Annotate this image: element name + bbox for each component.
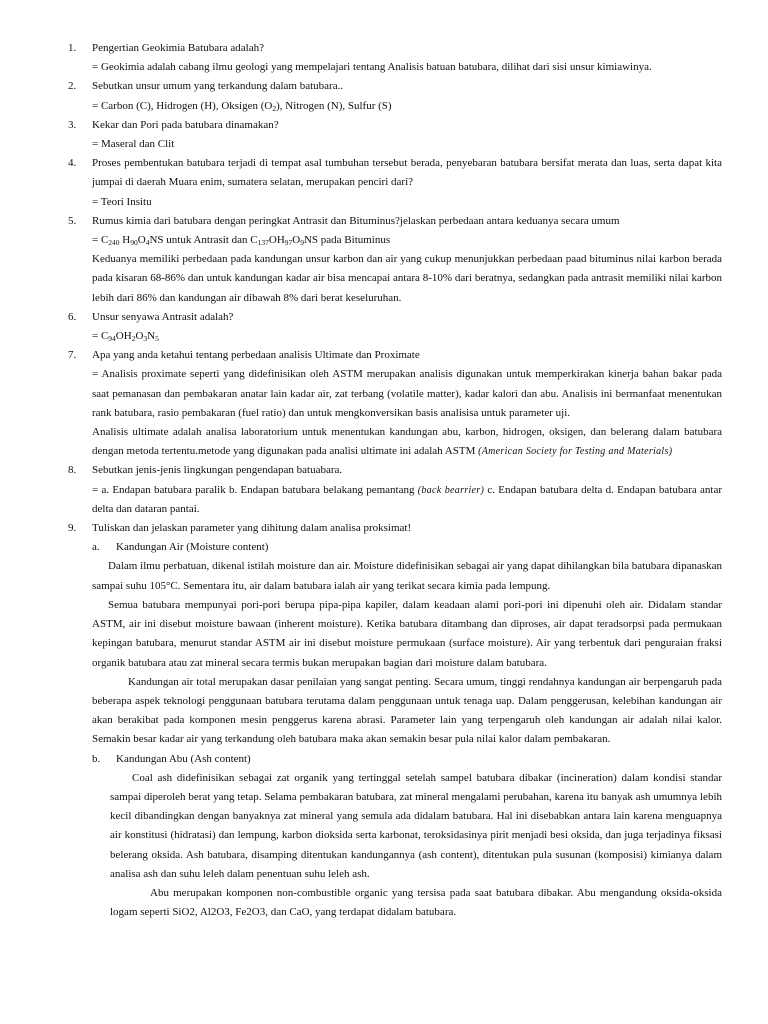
body-paragraph: Kandungan air total merupakan dasar penilaian yang sangat penting. Secara umum, tinggi rendahnya kandungan air berpengaruh pada beberapa aspek teknologi penggunaan batubara terutama dalam penggunaan untuk tenaga uap. Dalam penggerusan, kelebihan kandungan air akan berakibat pada komponen mesin penggerus karena abrasi. Parameter lain yang terpengaruh oleh kandungan air adalah nilai kalor. Semakin besar kadar air yang terkandung oleh batubara maka akan semakin besar pula nilai kalor dalam pembakaran. <box>92 675 722 746</box>
subsection-moisture-body <box>92 557 722 749</box>
question-number: 1. <box>68 42 77 54</box>
question-text: Tuliskan dan jelaskan parameter yang dihitung dalam analisa proksimat! <box>92 522 412 535</box>
answer-text: = Geokimia adalah cabang ilmu geologi yang mempelajari tentang Analisis batuan batubara, dilihat dari sisi unsur kimiawinya. <box>92 61 652 74</box>
question-number: 6. <box>68 310 77 323</box>
question-number: 7. <box>68 349 77 362</box>
question-item-6 <box>68 308 722 346</box>
formula-text: = $C_{94}OH_2O_3N_5$ <box>92 330 159 344</box>
question-item-7 <box>68 346 722 461</box>
question-text: Pengertian Geokimia Batubara adalah? <box>92 42 264 54</box>
question-item-1 <box>68 39 722 77</box>
answer-paragraph: = a. Endapan batubara paralik b. Endapan batubara belakang pemantang (back bearrier) c. Endapan batubara delta d. Endapan batubara antar delta dan dataran pantai. <box>92 483 723 515</box>
question-text: Kekar dan Pori pada batubara dinamakan? <box>92 118 279 131</box>
subsection-title: Kandungan Abu (Ash content) <box>116 752 251 765</box>
question-item-9 <box>68 519 722 922</box>
answer-paragraph: = Analisis proximate seperti yang didefinisikan oleh ASTM merupakan analisis digunakan untuk memperkirakan kinerja bahan bakar pada saat pemanasan dan pembakaran anatar lain kadar air, zat terbang (volatile matter), kadar kalori dan abu. Analisis ini bermanfaat menentukan rank batubara, rasio pembakaran (fuel ratio) dan untuk mengkonversikan basis analisisa untuk parameter uji. <box>92 368 722 419</box>
question-item-2 <box>68 77 722 115</box>
question-text: Proses pembentukan batubara terjadi di tempat asal tumbuhan tersebut berada, penyebaran batubara bersifat merata dan luas, serta dapat kita jumpai di daerah Muara enim, sumatera selatan, merupakan penciri dari? <box>92 157 722 189</box>
question-number: 3. <box>68 118 77 131</box>
subsection-ash <box>92 750 722 769</box>
question-number: 5. <box>68 214 77 227</box>
subsection-moisture <box>92 538 722 557</box>
question-text: Sebutkan jenis-jenis lingkungan pengendapan batuabara. <box>92 464 343 477</box>
question-item-8 <box>68 461 722 519</box>
question-number: 9. <box>68 522 77 535</box>
question-item-4 <box>68 154 722 212</box>
question-number: 8. <box>68 464 77 477</box>
formula-text: = $C_{240}$ $H_{90}O_4NS$ untuk Antrasit dan $C_{137}OH_{97}O_9NS$ pada Bituminus <box>92 234 391 248</box>
answer-text: = Maseral dan Clit <box>92 138 175 151</box>
answer-text: = Teori Insitu <box>92 195 152 208</box>
subsection-ash-body <box>92 769 722 923</box>
question-text: Unsur senyawa Antrasit adalah? <box>92 310 234 323</box>
question-item-3 <box>68 116 722 154</box>
question-text: Apa yang anda ketahui tentang perbedaan analisis Ultimate dan Proximate <box>92 349 420 362</box>
body-paragraph: Semua batubara mempunyai pori-pori berupa pipa-pipa kapiler, dalam keadaan alami pori-pori ini dipenuhi oleh air. Didalam standar ASTM, air ini disebut moisture bawaan (inherent moisture). Ketika batubara ditambang dan diproses, air dapat teradsorpsi pada permukaan kepingan batubara, menurut standar ASTM air ini disebut moisture permukaan (surface moisture). Air yang terbentuk dari penguraian fraksi organik batubara atau zat mineral secara termis bukan merupakan bagian dari moisture dalam batubara. <box>92 598 722 669</box>
question-number: 2. <box>68 80 77 93</box>
subsection-label: a. <box>92 541 100 554</box>
question-text: Rumus kimia dari batubara dengan peringkat Antrasit dan Bituminus?jelaskan perbedaan antara keduanya secara umum <box>92 214 620 227</box>
body-paragraph: Dalam ilmu perbatuan, dikenal istilah moisture dan air. Moisture didefinisikan sebagai air yang dapat dihilangkan bila batubara dipanaskan sampai suhu 105°C. Sementara itu, air dalam batubara ialah air yang terikat secara kimia pada lempung. <box>92 560 722 592</box>
answer-paragraph: Analisis ultimate adalah analisa laboratorium untuk menentukan kandungan abu, karbon, hidrogen, oksigen, dan belerang dalam batubara dengan metoda tertentu.metode yang digunakan pada analisi ultimate ini adalah ASTM (American Society for Testing and Materials) <box>92 426 722 458</box>
body-paragraph: Abu merupakan komponen non-combustible organic yang tersisa pada saat batubara dibakar. Abu mengandung oksida-oksida logam seperti SiO2, Al2O3, Fe2O3, dan CaO, yang terdapat didalam batubara. <box>110 886 722 919</box>
question-item-5 <box>68 212 722 308</box>
answer-text: = Carbon (C), Hidrogen (H), Oksigen $(O_2)$, Nitrogen (N), Sulfur (S) <box>92 99 392 113</box>
question-text: Sebutkan unsur umum yang terkandung dalam batubara.. <box>92 80 344 93</box>
subsection-title: Kandungan Air (Moisture content) <box>116 541 269 554</box>
question-number: 4. <box>68 157 77 170</box>
subsection-label: b. <box>92 752 101 765</box>
body-paragraph: Coal ash didefinisikan sebagai zat organik yang tertinggal setelah sampel batubara dibakar (incineration) dalam kondisi standar sampai diperoleh berat yang tetap. Selama pembakaran batubara, zat mineral mengalami perubahan, karena itu banyak ash umumnya lebih kecil dibandingkan dengan banyaknya zat mineral yang semula ada didalam batubara. Hal ini disebabkan antara lain karena menguapnya air konstitusi (hidratasi) dan lempung, karbon dioksida serta karbonat, teroksidasinya pirit menjadi besi oksida, dan juga terjadinya fiksasi belerang oksida. Ash batubara, disamping ditentukan kandungannya (ash content), ditentukan pula susunan (komposisi) kimianya dalam analisa ash dan suhu leleh dalam penentuan suhu leleh ash. <box>110 771 722 880</box>
answer-paragraph: Keduanya memiliki perbedaan pada kandungan unsur karbon dan air yang cukup menunjukkan perbedaan paad bituminus nilai karbon berada pada kisaran 68-86% dan untuk kandungan kadar air bisa mencapai antara 8-10% dari beratnya, sedangkan pada antrasit memiliki nilai karbon lebih dari 86% dan kandungan air dibawah 8% dari berat keseluruhan. <box>92 253 722 304</box>
